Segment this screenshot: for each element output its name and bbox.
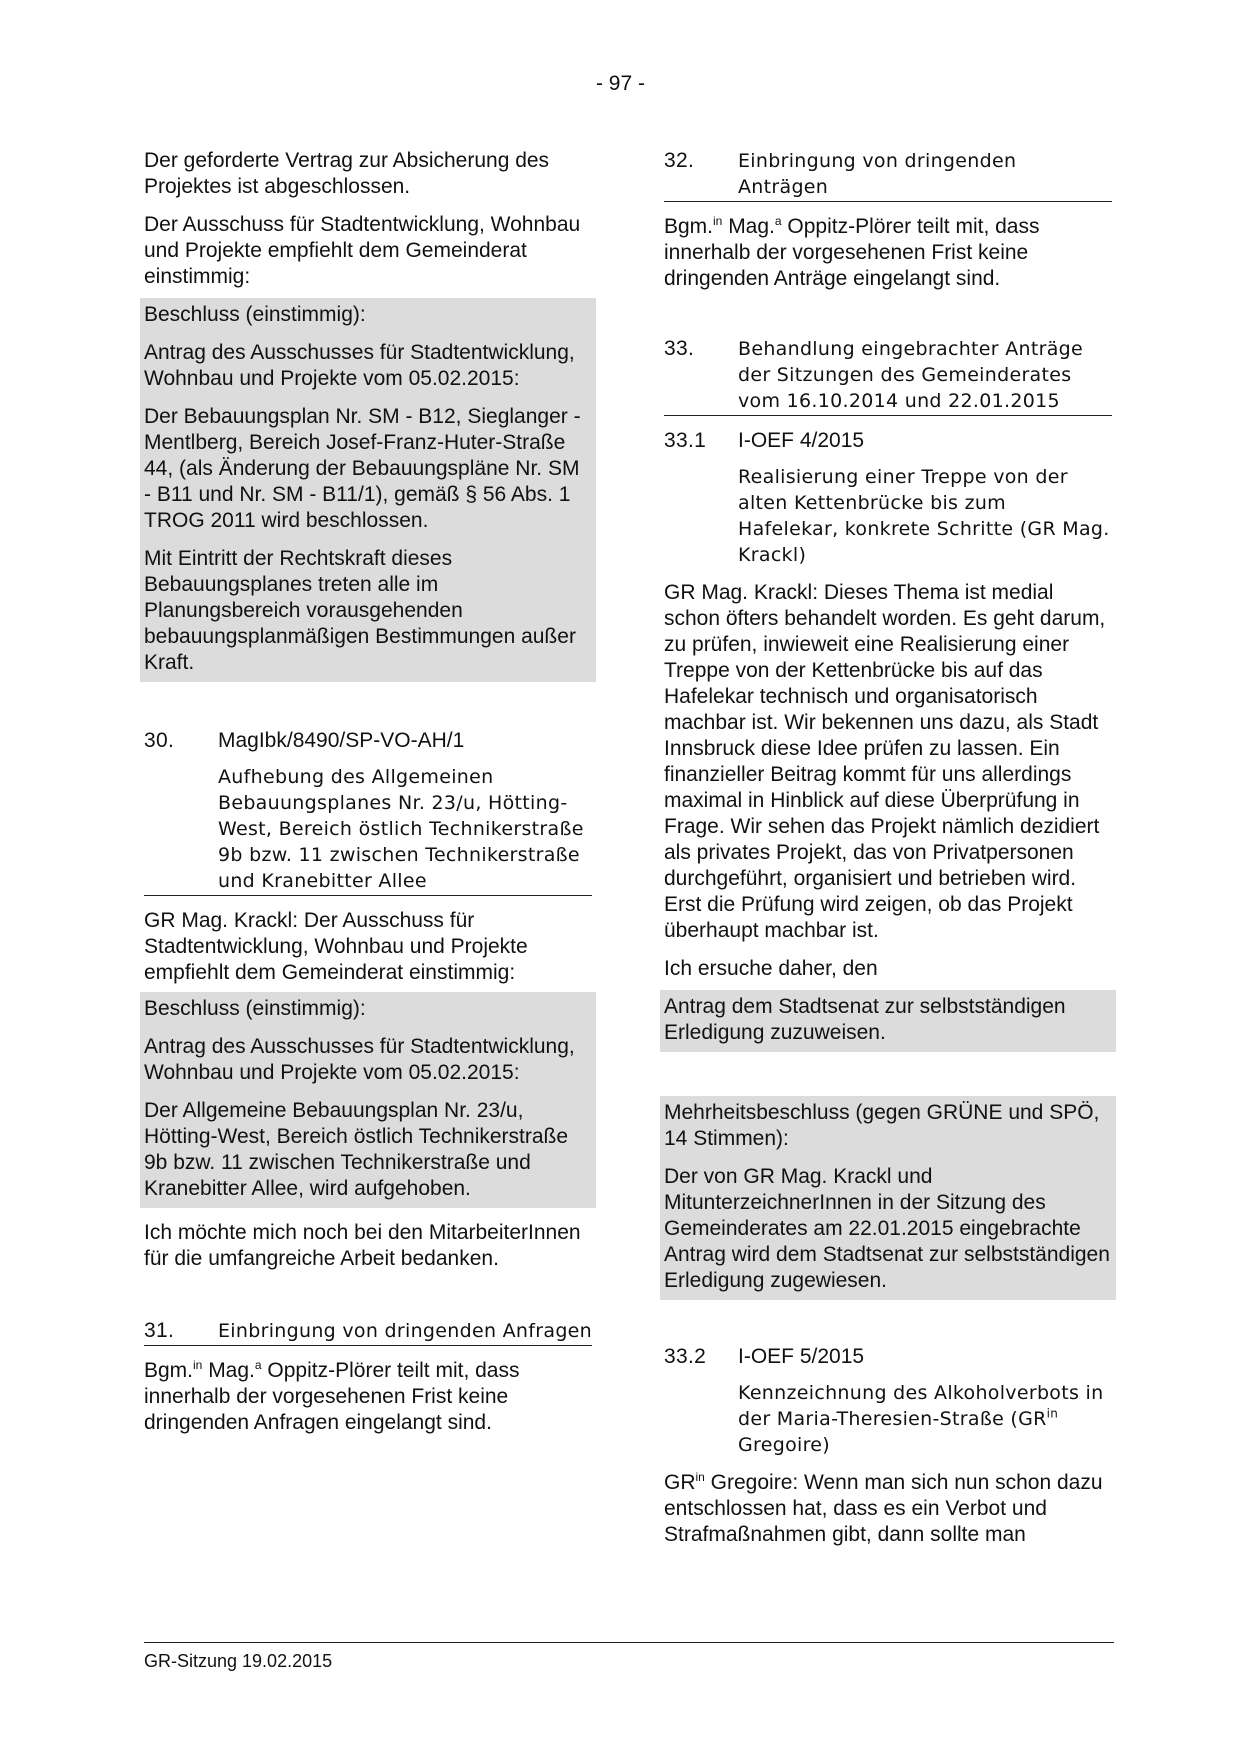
decision-box — [660, 1096, 1116, 1300]
decision-title: Beschluss (einstimmig): — [144, 997, 366, 1020]
agenda-item-30 — [144, 728, 592, 1272]
agenda-item-33 — [664, 336, 1112, 416]
decision-paragraph: Antrag des Ausschusses für Stadtentwicklung, Wohnbau und Projekte vom 05.02.2015: — [144, 341, 575, 390]
intro-paragraph: Der geforderte Vertrag zur Absicherung des Projektes ist abgeschlossen. — [144, 149, 550, 198]
agenda-item-heading — [664, 148, 1112, 202]
agenda-item-heading — [664, 336, 1112, 416]
mayor-statement: Bgm.$^{in}$ Mag.$^a$ Oppitz-Plörer teilt mit, dass innerhalb der vorgesehenen Frist keine dringenden Anfragen eingelangt sind. — [144, 1358, 520, 1434]
item-number: 33.2 — [664, 1345, 707, 1368]
item-reference: I-OEF 4/2015 — [738, 429, 865, 452]
thanks-paragraph: Ich möchte mich noch bei den MitarbeiterInnen für die umfangreiche Arbeit bedanken. — [144, 1221, 581, 1270]
agenda-item-heading — [664, 1344, 1112, 1370]
item-title: Realisierung einer Treppe von der alten Kettenbrücke bis zum Hafelekar, konkrete Schritte (GR Mag. Krackl) — [738, 466, 1110, 566]
item-title: Behandlung eingebrachter Anträge der Sitzungen des Gemeinderates vom 16.10.2014 und 22.01.2015 — [738, 338, 1084, 412]
speech-paragraph: GR Mag. Krackl: Dieses Thema ist medial schon öfters behandelt worden. Es geht darum, zu prüfen, inwieweit eine Realisierung einer Treppe von der Kettenbrücke bis auf das Hafelekar technisch und organisatorisch machbar ist. Wir bekennen uns dazu, als Stadt Innsbruck diese Idee prüfen zu lassen. Ein finanzieller Beitrag kommt für uns allerdings maximal in Hinblick auf diese Überprüfung in Frage. Wir sehen das Projekt nämlich dezidiert als privates Projekt, das von Privatpersonen durchgeführt, organisiert und betrieben wird. Erst die Prüfung wird zeigen, ob das Projekt überhaupt machbar ist. — [664, 581, 1106, 942]
decision-paragraph: Antrag des Ausschusses für Stadtentwicklung, Wohnbau und Projekte vom 05.02.2015: — [144, 1035, 575, 1084]
item-reference: MagIbk/8490/SP-VO-AH/1 — [218, 729, 465, 752]
item-title: Kennzeichnung des Alkoholverbots in der Maria-Theresien-Straße ($GR^{in}$ Gregoire) — [738, 1382, 1104, 1456]
decision-paragraph: Der Bebauungsplan Nr. SM - B12, Sieglanger - Mentlberg, Bereich Josef-Franz-Huter-Straße 44, (als Änderung der Bebauungspläne Nr. SM - B11 und Nr. SM - B11/1), gemäß § 56 Abs. 1 TROG 2011 wird beschlossen. — [144, 405, 581, 532]
item-number: 33.1 — [664, 429, 707, 452]
agenda-item-33-1 — [664, 428, 1112, 1300]
item-reference: I-OEF 5/2015 — [738, 1345, 865, 1368]
item-number: 33. — [664, 337, 695, 360]
item-number: 32. — [664, 149, 695, 172]
request-paragraph: Ich ersuche daher, den — [664, 957, 878, 980]
agenda-item-heading — [144, 728, 592, 754]
decision-paragraph: Der Allgemeine Bebauungsplan Nr. 23/u, Hötting-West, Bereich östlich Technikerstraße 9b bzw. 11 zwischen Technikerstraße und Kranebitter Allee, wird aufgehoben. — [144, 1099, 569, 1200]
item-number: 30. — [144, 729, 175, 752]
page-number: - 97 - — [595, 72, 645, 95]
page-footer: GR-Sitzung 19.02.2015 — [144, 1642, 1114, 1672]
item-title: Aufhebung des Allgemeinen Bebauungsplanes Nr. 23/u, Hötting-West, Bereich östlich Technikerstraße 9b bzw. 11 zwischen Technikerstraße und Kranebitter Allee — [144, 764, 592, 896]
item-number: 31. — [144, 1319, 175, 1342]
right-column — [664, 148, 1112, 1548]
decision-paragraph: Mit Eintritt der Rechtskraft dieses Bebauungsplanes treten alle im Planungsbereich vorausgehenden bebauungsplanmäßigen Bestimmungen außer Kraft. — [144, 547, 576, 674]
decision-paragraph: Der von GR Mag. Krackl und MitunterzeichnerInnen in der Sitzung des Gemeinderates am 22.01.2015 eingebrachte Antrag wird dem Stadtsenat zur selbstständigen Erledigung zugewiesen. — [664, 1165, 1110, 1292]
decision-title: Beschluss (einstimmig): — [144, 303, 366, 326]
decision-box — [140, 992, 596, 1208]
decision-box — [140, 298, 596, 682]
agenda-item-heading — [144, 1318, 592, 1346]
agenda-item-33-2 — [664, 1344, 1112, 1548]
speech-paragraph: $GR^{in}$ Gregoire: Wenn man sich nun schon dazu entschlossen hat, dass es ein Verbot und Strafmaßnahmen gibt, dann sollte man — [664, 1470, 1103, 1546]
committee-recommendation: Der Ausschuss für Stadtentwicklung, Wohnbau und Projekte empfiehlt dem Gemeinderat einstimmig: — [144, 213, 581, 288]
motion-box — [660, 990, 1116, 1052]
agenda-item-31 — [144, 1318, 592, 1436]
motion-text: Antrag dem Stadtsenat zur selbstständigen Erledigung zuzuweisen. — [664, 995, 1066, 1044]
mayor-statement: Bgm.$^{in}$ Mag.$^a$ Oppitz-Plörer teilt mit, dass innerhalb der vorgesehenen Frist keine dringenden Anträge eingelangt sind. — [664, 214, 1040, 290]
decision-title: Mehrheitsbeschluss (gegen GRÜNE und SPÖ, 14 Stimmen): — [664, 1101, 1100, 1150]
left-column — [144, 148, 592, 1436]
item-title: Einbringung von dringenden Anträgen — [738, 150, 1017, 198]
agenda-item-heading — [664, 428, 1112, 454]
item-title: Einbringung von dringenden Anfragen — [218, 1320, 593, 1342]
agenda-item-32 — [664, 148, 1112, 292]
speech-paragraph: GR Mag. Krackl: Der Ausschuss für Stadtentwicklung, Wohnbau und Projekte empfiehlt dem Gemeinderat einstimmig: — [144, 909, 528, 984]
